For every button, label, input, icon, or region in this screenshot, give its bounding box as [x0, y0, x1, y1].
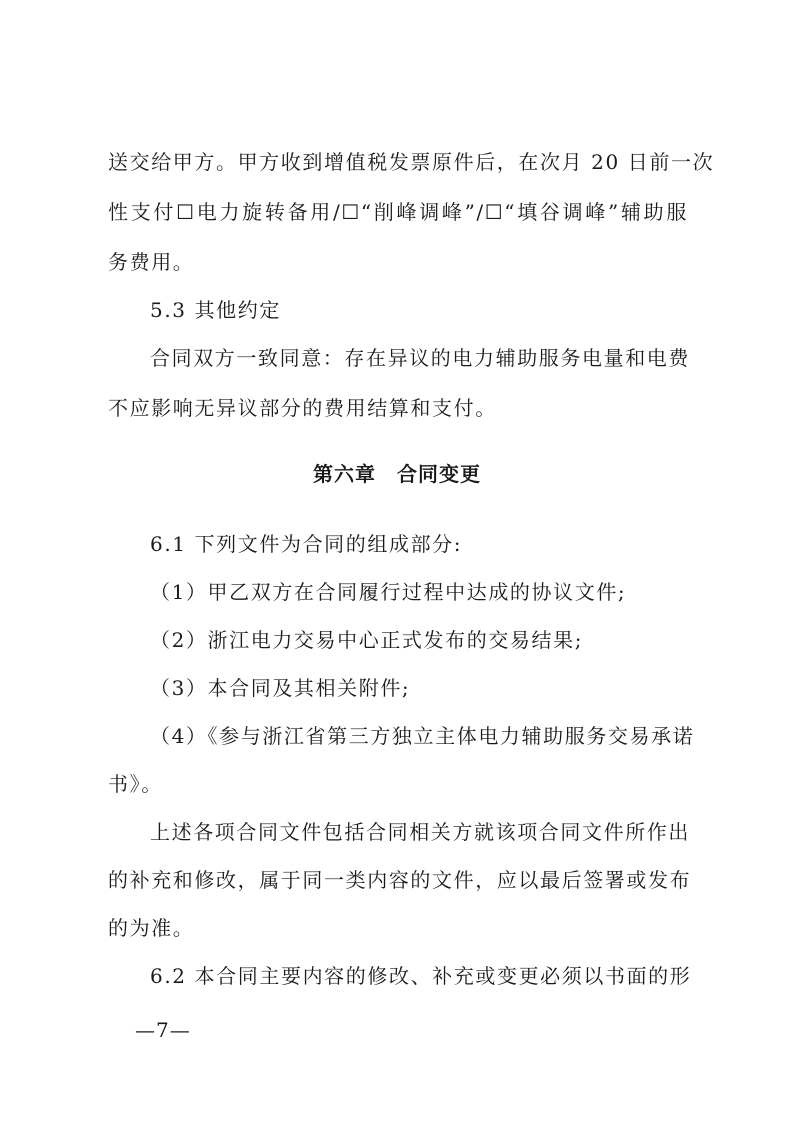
body-line: 性支付☐电力旋转备用/☐“削峰调峰”/☐“填谷调峰”辅助服	[108, 200, 688, 224]
body-line: 不应影响无异议部分的费用结算和支付。	[108, 396, 497, 420]
body-line: 的补充和修改，属于同一类内容的文件，应以最后签署或发布	[108, 868, 692, 892]
list-item: （4）《参与浙江省第三方独立主体电力辅助服务交易承诺	[150, 724, 695, 748]
list-item: （1）甲乙双方在合同履行过程中达成的协议文件;	[150, 580, 627, 604]
body-line: 合同双方一致同意：存在异议的电力辅助服务电量和电费	[150, 346, 690, 370]
body-line: 送交给甲方。甲方收到增值税发票原件后，在次月 20 日前一次	[108, 150, 715, 174]
page-number: —7—	[135, 1018, 191, 1042]
clause-6-1: 6.1 下列文件为合同的组成部分:	[150, 532, 463, 556]
body-line: 务费用。	[108, 250, 195, 274]
list-item-continuation: 书》。	[108, 772, 163, 796]
clause-6-2: 6.2 本合同主要内容的修改、补充或变更必须以书面的形	[150, 964, 692, 988]
body-line: 的为准。	[108, 916, 195, 940]
body-line: 上述各项合同文件包括合同相关方就该项合同文件所作出	[150, 820, 690, 844]
list-item: （3）本合同及其相关附件;	[150, 676, 411, 700]
clause-5-3-title: 5.3 其他约定	[150, 298, 281, 322]
chapter-heading: 第六章 合同变更	[313, 462, 481, 486]
list-item: （2）浙江电力交易中心正式发布的交易结果;	[150, 628, 584, 652]
